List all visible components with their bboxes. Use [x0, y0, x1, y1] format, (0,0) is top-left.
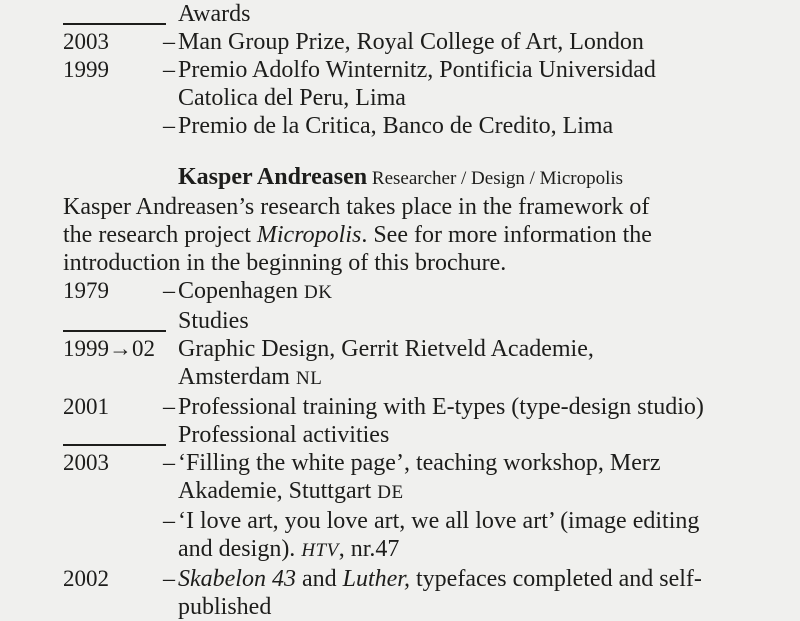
text-line	[178, 363, 800, 393]
year-label: 2002	[63, 566, 109, 591]
year-cell	[63, 56, 163, 112]
entry-text	[178, 335, 800, 393]
dash-cell	[163, 335, 178, 393]
text-segment: Amsterdam	[178, 364, 296, 390]
dash: –	[163, 113, 175, 139]
text-line	[178, 535, 800, 565]
text-line	[63, 249, 800, 277]
year-cell	[63, 277, 163, 307]
text-line	[178, 449, 800, 477]
entry-text	[178, 449, 800, 507]
cv-entry	[63, 421, 800, 449]
entry-text	[178, 307, 800, 335]
text-line	[178, 0, 800, 28]
text-segment: Man Group Prize, Royal College of Art, London	[178, 29, 644, 55]
text-line	[178, 84, 800, 112]
dash-cell	[163, 393, 178, 421]
text-segment: introduction in the beginning of this brochure.	[63, 250, 507, 276]
year-cell	[63, 507, 163, 565]
entry-text	[178, 565, 800, 621]
cv-entry	[63, 307, 800, 335]
rule-line	[63, 444, 166, 446]
person-name: Kasper Andreasen	[178, 164, 368, 190]
entry-text	[178, 0, 800, 28]
entry-text	[178, 421, 800, 449]
dash-cell	[163, 277, 178, 307]
text-segment: . See for more information the	[361, 222, 652, 248]
dash: –	[163, 566, 175, 592]
dash-cell	[163, 56, 178, 112]
text-segment: Micropolis	[256, 222, 362, 248]
text-segment: and	[295, 566, 343, 592]
text-line	[63, 193, 800, 221]
cv-entry	[63, 393, 800, 421]
text-segment: HTV	[301, 540, 339, 561]
year-label: 1999	[63, 57, 109, 82]
dash-cell	[163, 28, 178, 56]
entry-text	[178, 56, 800, 112]
year-cell	[63, 393, 163, 421]
person-heading	[63, 163, 800, 193]
year-label: 2003	[63, 29, 109, 54]
year-label: 2003	[63, 450, 109, 475]
text-segment: Akademie, Stuttgart	[178, 478, 378, 504]
dash-cell	[163, 507, 178, 565]
dash: –	[163, 508, 175, 534]
text-segment: DK	[303, 282, 333, 303]
dash: –	[163, 278, 175, 304]
entry-text	[178, 163, 800, 193]
cv-entry	[63, 277, 800, 307]
text-segment: ‘I love art, you love art, we all love art’ (image editing	[178, 508, 700, 534]
text-line	[178, 477, 800, 507]
text-segment: Premio de la Critica, Banco de Credito, Lima	[178, 113, 614, 139]
text-line	[178, 421, 800, 449]
text-segment: Luther,	[342, 566, 410, 592]
text-segment: Studies	[178, 308, 249, 334]
text-segment: and design).	[178, 536, 302, 562]
text-line	[178, 393, 800, 421]
text-segment: , nr.47	[338, 536, 400, 562]
text-segment: published	[178, 594, 272, 620]
text-segment: Kasper Andreasen’s research takes place in the framework of	[63, 194, 650, 220]
text-segment: NL	[295, 368, 323, 389]
dash-cell	[163, 565, 178, 621]
year-cell	[63, 307, 163, 335]
dash: –	[163, 57, 175, 83]
text-segment: Professional training with E-types (type-design studio)	[178, 394, 704, 420]
dash: –	[163, 394, 175, 420]
year-cell	[63, 163, 163, 193]
dash-cell	[163, 449, 178, 507]
bio-paragraph	[63, 193, 800, 277]
text-segment: the research project	[63, 222, 257, 248]
entry-text	[178, 28, 800, 56]
person-role: Researcher / Design / Micropolis	[367, 168, 624, 189]
rule-line	[63, 330, 166, 332]
dash-cell	[163, 112, 178, 140]
text-segment: Catolica del Peru, Lima	[178, 85, 406, 111]
year-cell	[63, 449, 163, 507]
year-cell	[63, 28, 163, 56]
text-segment: Graphic Design, Gerrit Rietveld Academie,	[178, 336, 594, 362]
text-line	[178, 593, 800, 621]
section-spacer	[63, 140, 800, 163]
year-cell	[63, 565, 163, 621]
text-segment: typefaces completed and self-	[410, 566, 702, 592]
year-cell	[63, 0, 163, 28]
cv-entry	[63, 112, 800, 140]
cv-entry	[63, 507, 800, 565]
text-line	[178, 56, 800, 84]
rule-line	[63, 23, 166, 25]
year-label: 1999→02	[63, 336, 155, 361]
entry-text	[178, 507, 800, 565]
text-segment: ‘Filling the white page’, teaching workshop, Merz	[178, 450, 661, 476]
text-line	[178, 28, 800, 56]
entry-text	[178, 277, 800, 307]
text-line	[178, 277, 800, 307]
text-line	[63, 221, 800, 249]
cv-entry	[63, 0, 800, 28]
cv-entry	[63, 335, 800, 393]
text-segment: Skabelon 43	[178, 566, 296, 592]
year-label: 1979	[63, 278, 109, 303]
entry-text	[178, 112, 800, 140]
cv-entry	[63, 56, 800, 112]
text-line	[178, 507, 800, 535]
text-line	[178, 335, 800, 363]
cv-entry	[63, 28, 800, 56]
year-cell	[63, 112, 163, 140]
cv-entry	[63, 449, 800, 507]
cv-entry	[63, 565, 800, 621]
text-segment: Premio Adolfo Winternitz, Pontificia Universidad	[178, 57, 656, 83]
text-segment: Copenhagen	[178, 278, 304, 304]
year-label: 2001	[63, 394, 109, 419]
text-line	[178, 565, 800, 593]
dash-cell	[163, 163, 178, 193]
text-line	[178, 112, 800, 140]
text-line	[178, 307, 800, 335]
text-segment: Awards	[178, 1, 251, 27]
dash: –	[163, 450, 175, 476]
text-segment: DE	[377, 482, 404, 503]
dash: –	[163, 29, 175, 55]
text-segment: Professional activities	[178, 422, 390, 448]
entry-text	[178, 393, 800, 421]
year-cell	[63, 335, 163, 393]
year-cell	[63, 421, 163, 449]
